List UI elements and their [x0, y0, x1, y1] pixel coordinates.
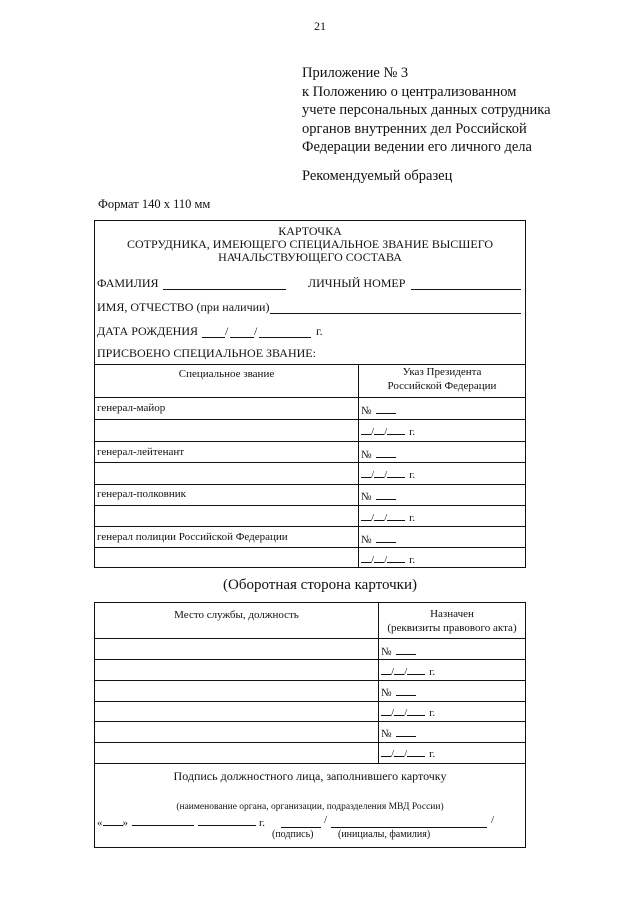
- name-field[interactable]: [270, 313, 521, 314]
- act-day-field[interactable]: [381, 745, 391, 757]
- signature-separator: /: [491, 814, 495, 826]
- initials-field[interactable]: [331, 827, 487, 828]
- date-separator: /: [225, 324, 229, 338]
- signature-field[interactable]: [281, 827, 321, 828]
- date-separator: /: [384, 554, 388, 566]
- number-sign: №: [381, 646, 392, 658]
- decree-date: [361, 423, 415, 438]
- appendix-line: Федерации ведении его личного дела: [302, 139, 532, 155]
- signature-separator: /: [324, 814, 328, 826]
- date-separator: /: [391, 707, 395, 719]
- number-sign: №: [361, 449, 372, 461]
- rank-cell: генерал-полковник: [97, 488, 186, 500]
- number-sign: №: [381, 728, 392, 740]
- card-title-line: НАЧАЛЬСТВУЮЩЕГО СОСТАВА: [218, 250, 402, 264]
- recommended-sample-label: Рекомендуемый образец: [302, 168, 453, 184]
- decree-number: [361, 488, 396, 503]
- decree-month-field[interactable]: [374, 466, 384, 478]
- date-separator: /: [371, 469, 375, 481]
- decree-day-field[interactable]: [361, 551, 371, 563]
- surname-field[interactable]: [163, 289, 286, 290]
- year-suffix: г.: [316, 324, 323, 338]
- act-day-field[interactable]: [381, 663, 391, 675]
- card-title-line: КАРТОЧКА: [278, 224, 342, 238]
- table-divider: [95, 547, 525, 548]
- act-number: [381, 643, 416, 658]
- decree-day-field[interactable]: [361, 509, 371, 521]
- decree-date: [361, 551, 415, 566]
- name-label: ИМЯ, ОТЧЕСТВО (при наличии): [97, 300, 270, 314]
- table-divider: [95, 721, 525, 722]
- appendix-line: учете персональных данных сотрудника: [302, 102, 551, 118]
- date-separator: /: [371, 554, 375, 566]
- year-suffix: г.: [429, 666, 436, 678]
- table-divider: [95, 680, 525, 681]
- decree-number-field[interactable]: [376, 531, 396, 543]
- act-year-field[interactable]: [407, 745, 425, 757]
- birth-day-field[interactable]: [202, 337, 225, 338]
- decree-number: [361, 446, 396, 461]
- year-suffix: г.: [409, 512, 416, 524]
- personal-number-label: ЛИЧНЫЙ НОМЕР: [308, 276, 406, 290]
- appendix-line: к Положению о централизованном: [302, 83, 517, 100]
- date-separator: /: [404, 748, 408, 760]
- decree-number: [361, 531, 396, 546]
- act-number: [381, 725, 416, 740]
- number-sign: №: [361, 534, 372, 546]
- act-date: [381, 745, 435, 760]
- decree-number-field[interactable]: [376, 402, 396, 414]
- date-separator: /: [404, 666, 408, 678]
- table-divider: [95, 484, 525, 485]
- birth-month-field[interactable]: [230, 337, 254, 338]
- act-year-field[interactable]: [407, 663, 425, 675]
- year-suffix: г.: [409, 469, 416, 481]
- assigned-rank-label: ПРИСВОЕНО СПЕЦИАЛЬНОЕ ЗВАНИЕ:: [97, 346, 316, 360]
- card-front: [94, 220, 526, 568]
- decree-date: [361, 466, 415, 481]
- act-day-field[interactable]: [381, 704, 391, 716]
- table-divider: [95, 441, 525, 442]
- decree-date: [361, 509, 415, 524]
- format-label: Формат 140 х 110 мм: [98, 197, 211, 211]
- year-suffix: г.: [409, 554, 416, 566]
- number-sign: №: [361, 405, 372, 417]
- date-separator: /: [391, 748, 395, 760]
- signature-day-field[interactable]: [103, 814, 123, 826]
- date-separator: /: [384, 512, 388, 524]
- column-header-rank: Специальное звание: [178, 368, 275, 380]
- rank-cell: генерал-лейтенант: [97, 446, 185, 458]
- table-divider: [95, 397, 525, 398]
- rank-cell: генерал-майор: [97, 402, 166, 414]
- page-number: 21: [314, 19, 326, 33]
- table-divider: [95, 659, 525, 660]
- signature-caption: (подпись): [272, 829, 314, 840]
- appendix-line: органов внутренних дел Российской: [302, 120, 527, 137]
- card-title-line: СОТРУДНИКА, ИМЕЮЩЕГО СПЕЦИАЛЬНОЕ ЗВАНИЕ ВЫСШЕГО: [126, 237, 494, 251]
- appendix-header: [302, 64, 551, 157]
- year-suffix: г.: [429, 707, 436, 719]
- birth-year-field[interactable]: [259, 337, 311, 338]
- table-column-divider: [358, 364, 359, 568]
- organization-caption: (наименование органа, организации, подразделения МВД России): [176, 802, 444, 812]
- act-month-field[interactable]: [394, 745, 404, 757]
- decree-year-field[interactable]: [387, 551, 405, 563]
- table-divider: [95, 462, 525, 463]
- date-separator: /: [391, 666, 395, 678]
- act-date: [381, 663, 435, 678]
- date-separator: /: [254, 324, 258, 338]
- act-month-field[interactable]: [394, 663, 404, 675]
- reverse-side-title: (Оборотная сторона карточки): [223, 577, 417, 593]
- date-separator: /: [384, 469, 388, 481]
- date-separator: /: [404, 707, 408, 719]
- appendix-line: Приложение № 3: [302, 65, 409, 81]
- number-sign: №: [361, 491, 372, 503]
- act-date: [381, 704, 435, 719]
- card-back: [94, 602, 526, 848]
- date-separator: /: [384, 426, 388, 438]
- decree-day-field[interactable]: [361, 466, 371, 478]
- surname-label: ФАМИЛИЯ: [97, 276, 159, 290]
- quote-close: »: [122, 817, 128, 829]
- decree-month-field[interactable]: [374, 551, 384, 563]
- date-separator: /: [371, 426, 375, 438]
- signature-year-field[interactable]: [198, 814, 256, 826]
- decree-year-field[interactable]: [387, 423, 405, 435]
- decree-day-field[interactable]: [361, 423, 371, 435]
- year-suffix: г.: [259, 817, 266, 829]
- year-suffix: г.: [429, 748, 436, 760]
- table-divider: [95, 505, 525, 506]
- table-divider: [95, 526, 525, 527]
- signature-month-field[interactable]: [132, 814, 194, 826]
- decree-month-field[interactable]: [374, 509, 384, 521]
- table-divider: [95, 419, 525, 420]
- decree-month-field[interactable]: [374, 423, 384, 435]
- signature-title: Подпись должностного лица, заполнившего карточку: [173, 769, 447, 783]
- act-number-field[interactable]: [396, 643, 416, 655]
- personal-number-field[interactable]: [411, 289, 521, 290]
- rank-cell: генерал полиции Российской Федерации: [97, 531, 288, 543]
- table-divider: [95, 701, 525, 702]
- birth-date-label: ДАТА РОЖДЕНИЯ: [97, 324, 198, 338]
- decree-number: [361, 402, 396, 417]
- column-header-appointed: (реквизиты правового акта): [387, 622, 517, 634]
- number-sign: №: [381, 687, 392, 699]
- act-year-field[interactable]: [407, 704, 425, 716]
- table-divider: [95, 364, 525, 365]
- table-divider: [95, 742, 525, 743]
- table-divider: [95, 763, 525, 764]
- date-separator: /: [371, 512, 375, 524]
- act-number-field[interactable]: [396, 684, 416, 696]
- table-divider: [95, 638, 525, 639]
- decree-year-field[interactable]: [387, 509, 405, 521]
- decree-number-field[interactable]: [376, 488, 396, 500]
- decree-number-field[interactable]: [376, 446, 396, 458]
- quote-open: «: [97, 817, 103, 829]
- initials-caption: (инициалы, фамилия): [338, 829, 431, 840]
- column-header-service: Место службы, должность: [174, 609, 299, 621]
- signature-date: [97, 814, 265, 829]
- column-header-decree: Указ Президента: [402, 366, 482, 378]
- act-number-field[interactable]: [396, 725, 416, 737]
- act-number: [381, 684, 416, 699]
- act-month-field[interactable]: [394, 704, 404, 716]
- decree-year-field[interactable]: [387, 466, 405, 478]
- column-header-decree: Российской Федерации: [387, 380, 497, 392]
- column-header-appointed: Назначен: [430, 608, 474, 620]
- year-suffix: г.: [409, 426, 416, 438]
